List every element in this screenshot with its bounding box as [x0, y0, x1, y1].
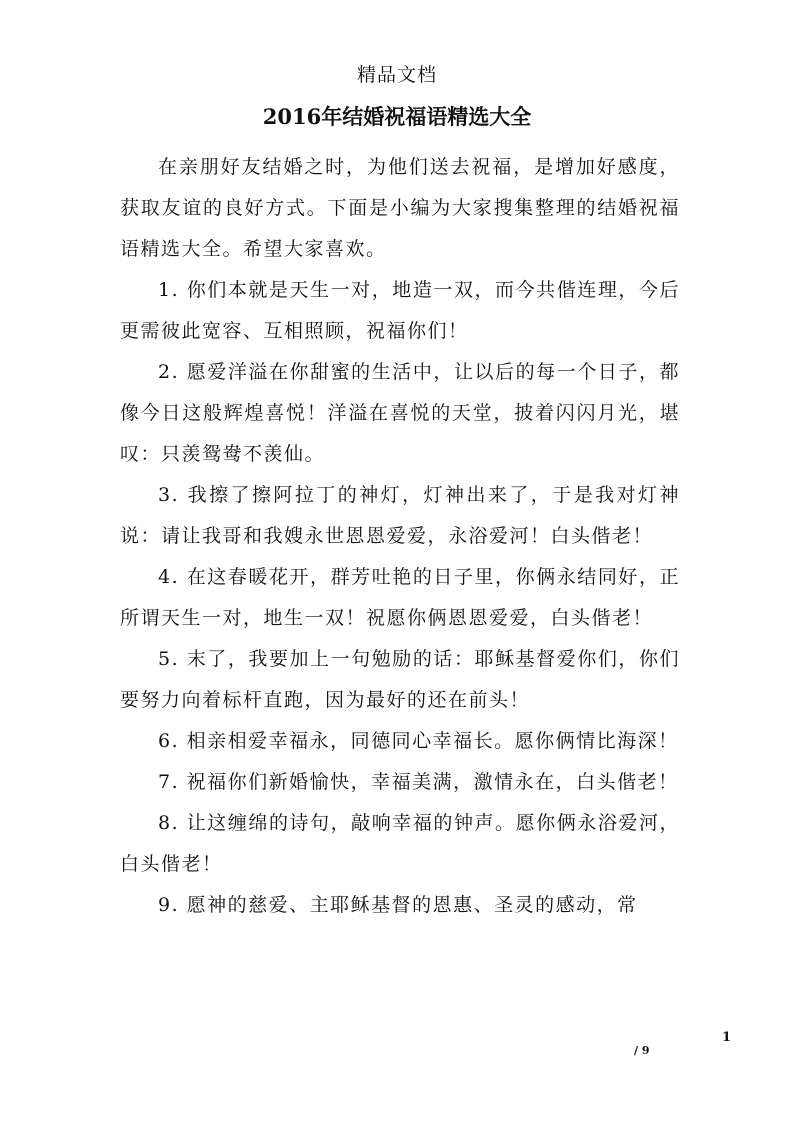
blessing-paragraph-9: 9. 愿神的慈爱、主耶稣基督的恩惠、圣灵的感动，常 — [158, 894, 638, 916]
blessing-paragraph-6: 6. 相亲相爱幸福永，同德同心幸福长。愿你俩情比海深！ — [158, 730, 679, 752]
blessing-paragraph-1: 1. 你们本就是天生一对，地造一双，而今共偕连理，今后更需彼此宽容、互相照顾，祝福你们！ — [120, 279, 680, 342]
blessing-paragraph-8: 8. 让这缠绵的诗句，敲响幸福的钟声。愿你俩永浴爱河，白头偕老！ — [120, 812, 680, 875]
blessing-paragraph-4: 4. 在这春暖花开，群芳吐艳的日子里，你俩永结同好，正所谓天生一对，地生一双！祝愿你俩恩恩爱爱，白头偕老！ — [120, 566, 680, 629]
document-title: 2016年结婚祝福语精选大全 — [262, 104, 532, 129]
blessing-paragraph-2: 2. 愿爱洋溢在你甜蜜的生活中，让以后的每一个日子，都像今日这般辉煌喜悦！洋溢在喜悦的天堂，披着闪闪月光，堪叹：只羡鸳鸯不羡仙。 — [120, 361, 680, 465]
document-body — [120, 147, 680, 926]
blessing-paragraph-7: 7. 祝福你们新婚愉快，幸福美满，激情永在，白头偕老！ — [158, 771, 679, 793]
blessing-paragraph-3: 3. 我擦了擦阿拉丁的神灯，灯神出来了，于是我对灯神说：请让我哥和我嫂永世恩恩爱爱，永浴爱河！白头偕老！ — [120, 484, 680, 547]
page-total: / 9 — [634, 1044, 650, 1057]
intro-paragraph: 在亲朋好友结婚之时，为他们送去祝福，是增加好感度，获取友谊的良好方式。下面是小编为大家搜集整理的结婚祝福语精选大全。希望大家喜欢。 — [120, 156, 680, 260]
page-number: 1 — [722, 1030, 732, 1045]
document-header: 精品文档 — [356, 64, 437, 86]
blessing-paragraph-5: 5. 末了，我要加上一句勉励的话：耶稣基督爱你们，你们要努力向着标杆直跑，因为最好的还在前头！ — [120, 648, 680, 711]
